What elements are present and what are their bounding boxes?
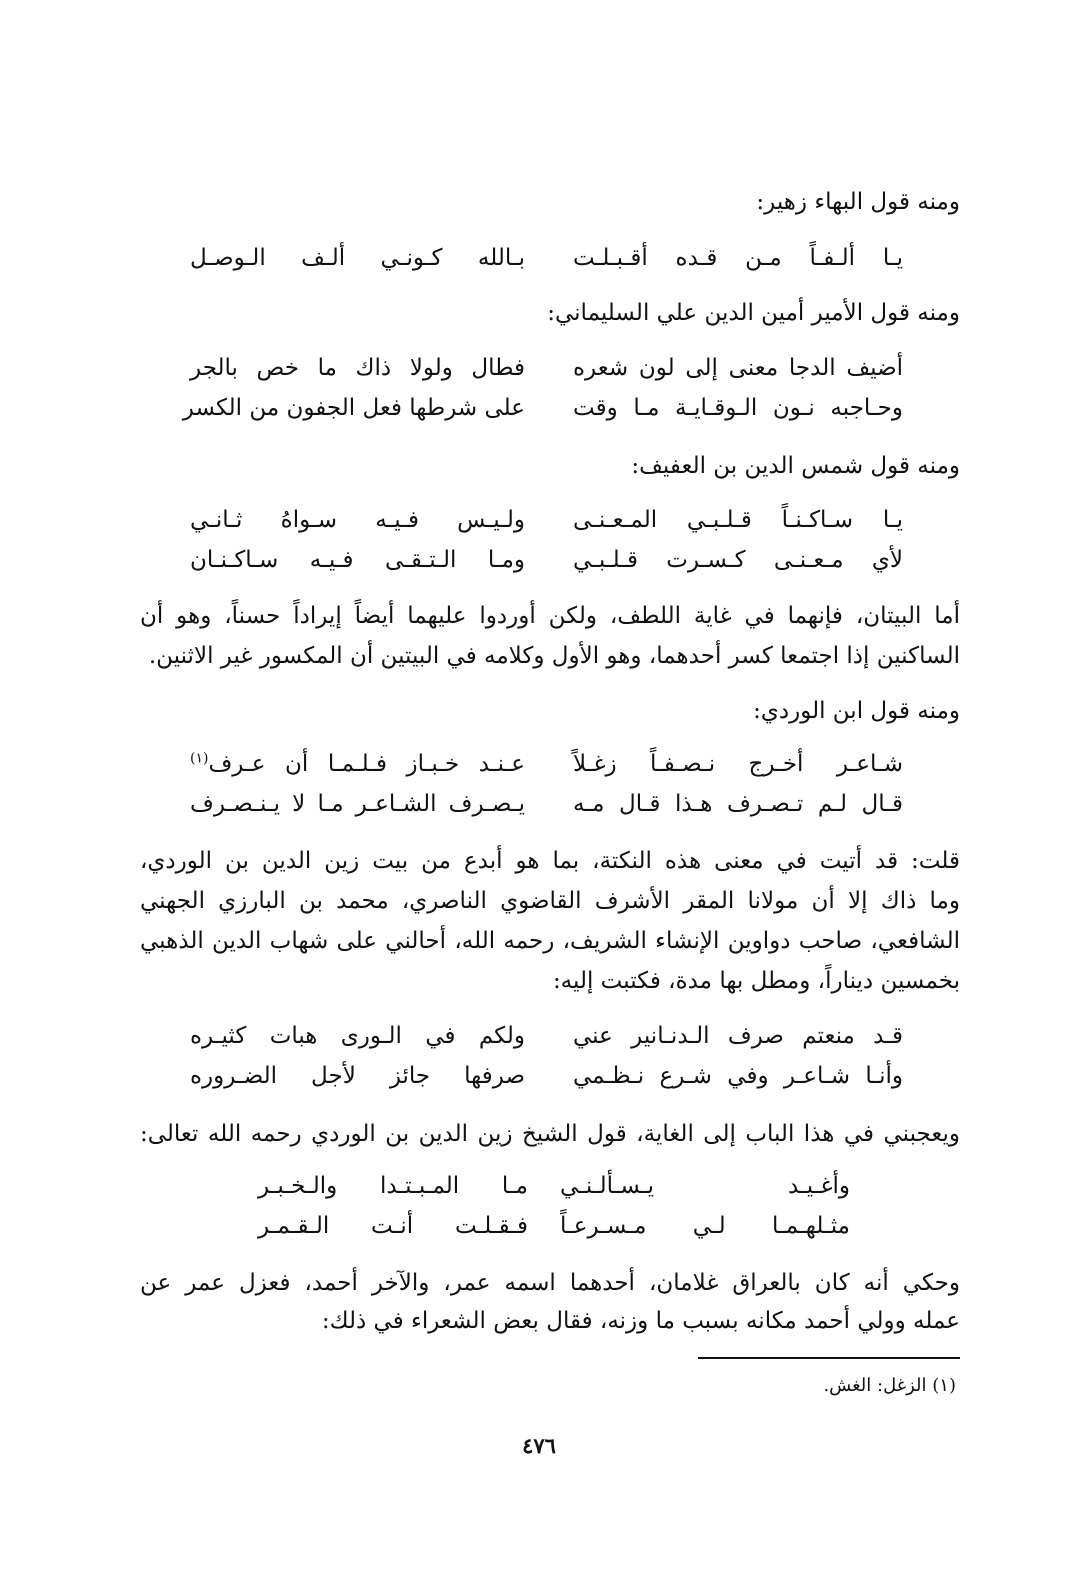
prose-line: أما البيتان، فإنهما في غاية اللطف، ولكن أوردوا عليهما أيضاً إيراداً حسناً، وهو أن [140, 603, 960, 629]
verse-hemistich-second: مـا المـبـتـدا والـخـبـر [258, 1173, 528, 1199]
footnote-marker: (١) [190, 750, 209, 767]
verse-hemistich-first: أضيف الدجا معنى إلى لون شعره [573, 355, 903, 381]
verse-hemistich-first: يـا ألـفـاً مـن قـده أقـبـلـت [573, 245, 903, 271]
verse-hemistich-first: وحـاجبه نـون الـوقـايـة مـا وقت [573, 395, 903, 421]
intro-line: ومنه قول البهاء زهير: [756, 189, 960, 215]
intro-line: ومنه قول الأمير أمين الدين علي السليماني: [547, 300, 960, 326]
page-number: ٤٧٦ [522, 1433, 556, 1458]
verse-hemistich-second: ومـا الـتـقـى فـيـه سـاكـنـان [190, 547, 525, 573]
verse-hemistich-second [190, 748, 525, 780]
prose-line: وما ذاك إلا أن مولانا المقر الأشرف القاضوي الناصري، محمد بن البارزي الجهني [140, 888, 960, 914]
verse-hemistich-first: قـد منعتم صرف الـدنـانير عني [573, 1023, 903, 1049]
verse-hemistich-first: لأي مـعـنـى كـسـرت قـلـبـي [573, 547, 903, 573]
verse-hemistich-first: وأنـا شـاعـر وفي شـرع نـظـمي [573, 1063, 903, 1089]
prose-line: الساكنين إذا اجتمعا كسر أحدهما، وهو الأول وكلامه في البيتين أن المكسور غير الاثنين. [148, 643, 960, 669]
intro-line: ومنه قول ابن الوردي: [753, 698, 960, 724]
verse-hemistich-first: مثـلهـمـا لـي مـسـرعـاً [560, 1213, 850, 1239]
verse-hemistich-second: صرفها جائز لأجل الضـروره [190, 1063, 525, 1089]
verse-hemistich-first: شـاعـر أخـرج نـصـفـاً زغـلاً [573, 751, 903, 777]
verse-hemistich-first: وأغـيـد يـسـألـنـي [560, 1173, 850, 1199]
intro-line: ومنه قول شمس الدين بن العفيف: [631, 453, 960, 479]
footnote-divider [698, 1357, 960, 1359]
prose-line: الشافعي، صاحب دواوين الإنشاء الشريف، رحمه الله، أحالني على شهاب الدين الذهبي [140, 928, 960, 954]
prose-line: ويعجبني في هذا الباب إلى الغاية، قول الشيخ زين الدين بن الوردي رحمه الله تعالى: [140, 1121, 960, 1147]
footnote: (١) الزغل: الغش. [823, 1375, 956, 1396]
verse-hemistich-second: يـصـرف الشـاعـر مـا لا يـنـصـرف [190, 791, 525, 817]
verse-hemistich-second: على شرطها فعل الجفون من الكسر [182, 395, 525, 421]
prose-line: بخمسين ديناراً، ومطل بها مدة، فكتبت إليه: [552, 968, 960, 994]
verse-hemistich-second: بـالله كـونـي ألـف الـوصـل [190, 245, 525, 271]
verse-hemistich-second: ولـيـس فـيـه سـواهُ ثـانـي [190, 507, 525, 533]
verse-hemistich-second: فـقـلـت أنـت الـقـمـر [258, 1213, 528, 1239]
prose-line: قلت: قد أتيت في معنى هذه النكتة، بما هو أبدع من بيت زين الدين بن الوردي، [140, 848, 960, 874]
verse-hemistich-second: فطال ولولا ذاك ما خص بالجر [190, 355, 525, 381]
verse-text: عـنـد خـبـاز فـلـمـا أن عـرف [208, 751, 525, 777]
prose-line: عمله وولي أحمد مكانه بسبب ما وزنه، فقال بعض الشعراء في ذلك: [321, 1308, 960, 1334]
prose-line: وحكي أنه كان بالعراق غلامان، أحدهما اسمه عمر، والآخر أحمد، فعزل عمر عن [140, 1270, 960, 1296]
verse-hemistich-second: ولكم في الـورى هبات كثيـره [190, 1023, 525, 1049]
verse-hemistich-first: يـا سـاكـنـاً قـلـبـي المـعـنـى [573, 507, 903, 533]
verse-hemistich-first: قـال لـم تـصـرف هـذا قـال مـه [573, 791, 903, 817]
